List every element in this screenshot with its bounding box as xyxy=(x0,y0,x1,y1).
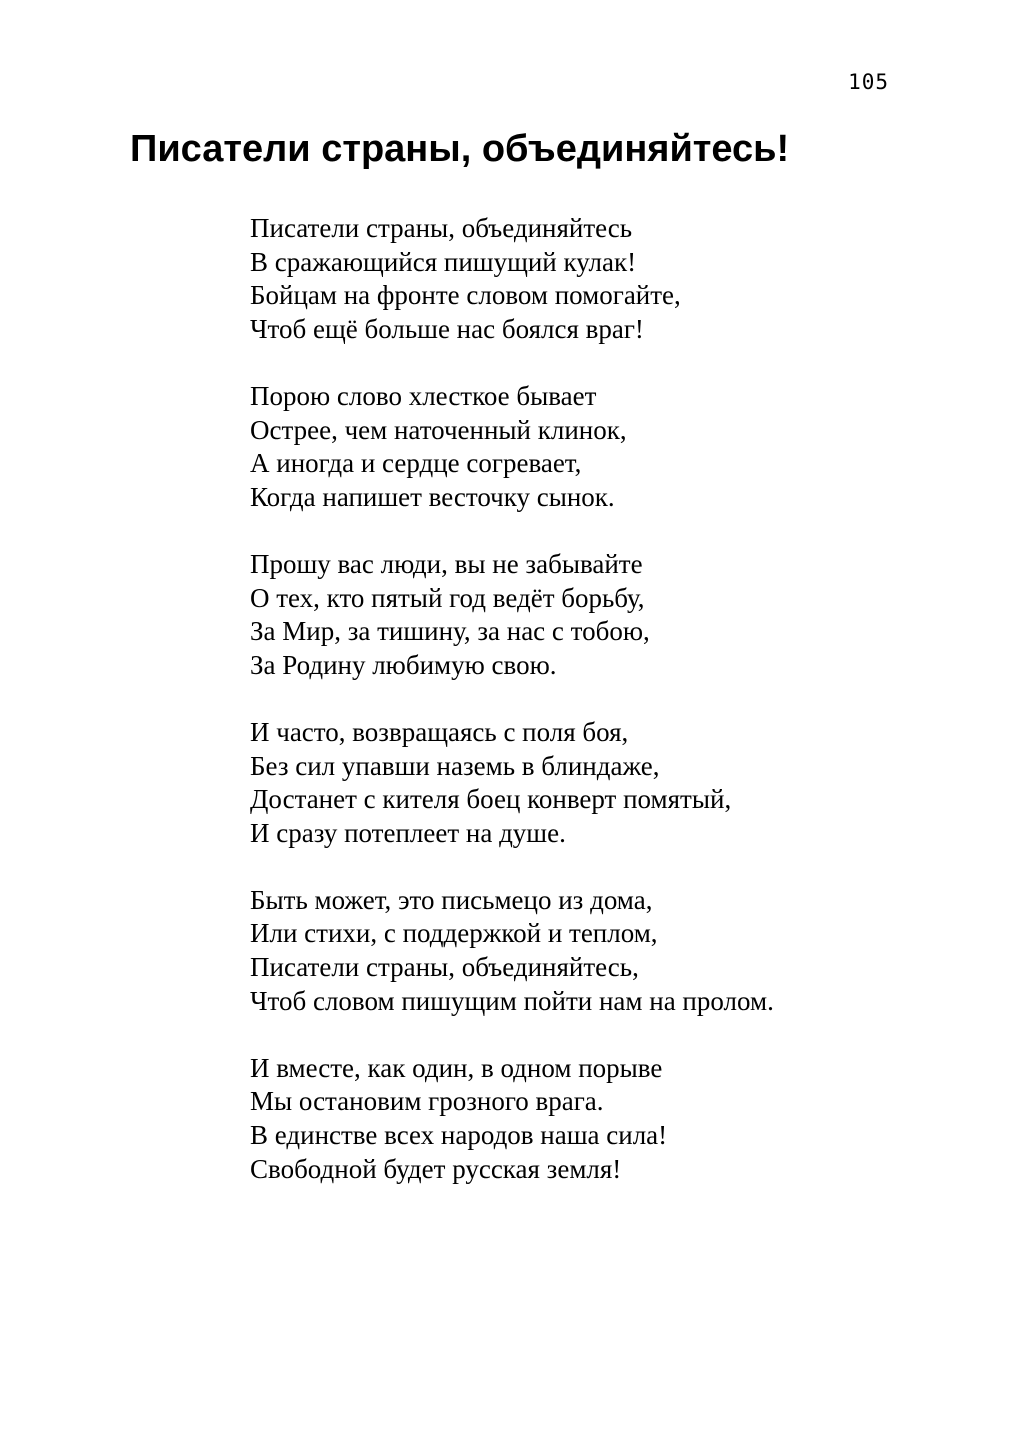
stanza xyxy=(250,380,970,514)
poem-line: Писатели страны, объединяйтесь xyxy=(250,213,633,243)
poem-line: Достанет с кителя боец конверт помятый, xyxy=(250,784,732,815)
stanza xyxy=(250,1052,970,1186)
poem-line: Писатели страны, объединяйтесь, xyxy=(250,952,639,983)
poem-line: И сразу потеплеет на душе. xyxy=(250,817,566,848)
poem-body xyxy=(250,212,970,1220)
stanza xyxy=(250,716,970,850)
poem-line: В сражающийся пишущий кулак! xyxy=(250,246,637,277)
poem-line: Свободной будет русская земля! xyxy=(250,1153,622,1184)
poem-line: Чтоб словом пишущим пойти нам на пролом. xyxy=(250,985,774,1016)
poem-line: В единстве всех народов наша сила! xyxy=(250,1120,668,1151)
stanza xyxy=(250,548,970,682)
poem-line: Чтоб ещё больше нас боялся враг! xyxy=(250,313,644,344)
poem-line: Мы остановим грозного врага. xyxy=(250,1086,604,1117)
poem-line: А иногда и сердце согревает, xyxy=(250,448,582,479)
poem-line: Прошу вас люди, вы не забывайте xyxy=(250,548,643,579)
poem-line: За Мир, за тишину, за нас с тобою, xyxy=(250,616,650,647)
poem-line: Быть может, это письмецо из дома, xyxy=(250,884,653,915)
poem-line: Острее, чем наточенный клинок, xyxy=(250,414,627,445)
poem-line: И часто, возвращаясь с поля боя, xyxy=(250,716,629,747)
poem-line: Бойцам на фронте словом помогайте, xyxy=(250,280,681,311)
poem-line: И вместе, как один, в одном порыве xyxy=(250,1052,663,1083)
poem-line: Без сил упавши наземь в блиндаже, xyxy=(250,750,660,781)
stanza xyxy=(250,212,970,346)
poem-line: Порою слово хлесткое бывает xyxy=(250,380,597,411)
poem-line: Или стихи, с поддержкой и теплом, xyxy=(250,918,658,949)
poem-line: Когда напишет весточку сынок. xyxy=(250,481,615,512)
poem-line: За Родину любимую свою. xyxy=(250,649,557,680)
poem-line: О тех, кто пятый год ведёт борьбу, xyxy=(250,582,645,613)
page-number: 105 xyxy=(848,70,889,94)
poem-title: Писатели страны, объединяйтесь! xyxy=(130,128,790,170)
stanza xyxy=(250,884,970,1018)
